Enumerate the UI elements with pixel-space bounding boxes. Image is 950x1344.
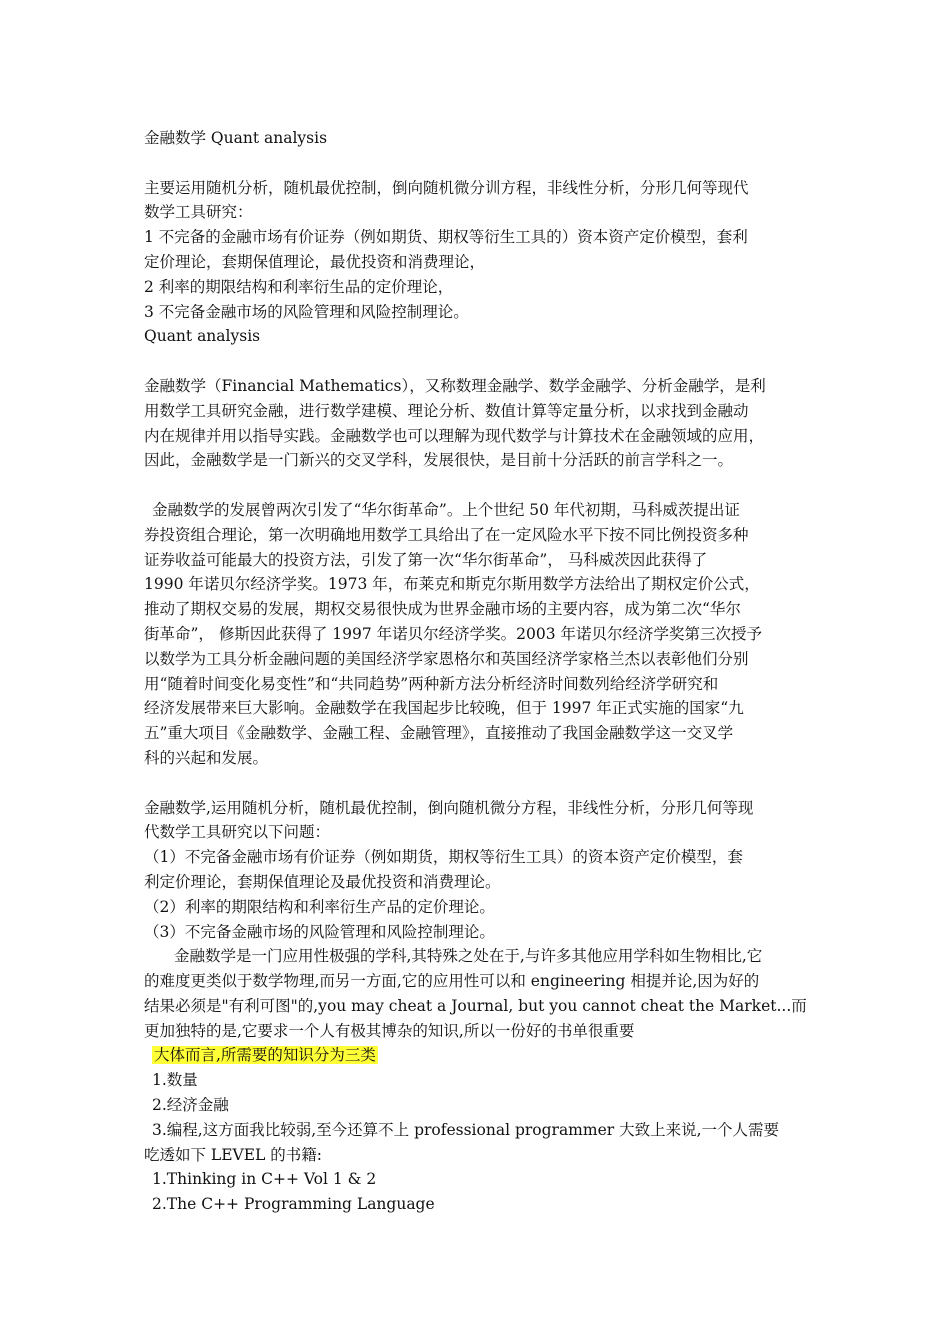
text-line: 定价理论，套期保值理论，最优投资和消费理论， — [144, 252, 486, 271]
text-line: 券投资组合理论，第一次明确地用数学工具给出了在一定风险水平下按不同比例投资多种 — [144, 525, 749, 544]
text-line: 用“随着时间变化易变性”和“共同趋势”两种新方法分析经济时间数列给经济学研究和 — [144, 674, 719, 693]
text-line: 经济发展带来巨大影响。金融数学在我国起步比较晚，但于 1997 年正式实施的国家“九 — [144, 699, 744, 718]
text-line: 证券收益可能最大的投资方法，引发了第一次“华尔街革命”， 马科威茨因此获得了 — [144, 550, 708, 569]
blank-line — [144, 151, 809, 176]
list-item: 1.数量 — [152, 1071, 198, 1090]
text-line: 2 利率的期限结构和利率衍生品的定价理论， — [144, 277, 454, 296]
doc-title: 金融数学 Quant analysis — [144, 129, 328, 147]
text-line: 街革命”， 修斯因此获得了 1997 年诺贝尔经济学奖。2003 年诺贝尔经济学奖第三次授予 — [144, 624, 763, 643]
text-line: 推动了期权交易的发展，期权交易很快成为世界金融市场的主要内容，成为第二次“华尔 — [144, 600, 741, 619]
list-item: 2.经济金融 — [152, 1096, 229, 1115]
text-line: 代数学工具研究以下问题： — [144, 823, 331, 842]
blank-line — [144, 771, 809, 796]
text-line: 数学工具研究： — [144, 203, 253, 222]
highlighted-text: 大体而言,所需要的知识分为三类 — [154, 1046, 376, 1065]
section-heading: Quant analysis — [144, 327, 261, 346]
text-line: 科的兴起和发展。 — [144, 748, 269, 767]
text-line: 金融数学,运用随机分析，随机最优控制，倒向随机微分方程，非线性分析，分形几何等现 — [144, 798, 754, 817]
text-line: 的难度更类似于数学物理,而另一方面,它的应用性可以和 engineering 相提并论,因为好的 — [144, 972, 760, 991]
text-line: 五”重大项目《金融数学、金融工程、金融管理》，直接推动了我国金融数学这一交叉学 — [144, 724, 734, 743]
text-line: （1）不完备金融市场有价证券（例如期货，期权等衍生工具）的资本资产定价模型，套 — [144, 848, 743, 867]
text-line: 以数学为工具分析金融问题的美国经济学家恩格尔和英国经济学家格兰杰以表彰他们分别 — [144, 649, 749, 668]
text-line: 金融数学是一门应用性极强的学科,其特殊之处在于,与许多其他应用学科如生物相比,它 — [174, 947, 763, 966]
text-line: 主要运用随机分析，随机最优控制，倒向随机微分训方程，非线性分析，分形几何等现代 — [144, 178, 749, 197]
list-item: 1.Thinking in C++ Vol 1 & 2 — [152, 1170, 377, 1189]
text-line: 结果必须是"有利可图"的,you may cheat a Journal, but you cannot cheat the Market...而 — [144, 996, 807, 1015]
text-line: 用数学工具研究金融，进行数学建模、理论分析、数值计算等定量分析，以求找到金融动 — [144, 401, 749, 420]
document-body — [144, 126, 809, 1217]
blank-line — [144, 473, 809, 498]
text-line: 吃透如下 LEVEL 的书籍: — [144, 1145, 322, 1164]
text-line: （3）不完备金融市场的风险管理和风险控制理论。 — [144, 922, 495, 941]
text-line: 因此，金融数学是一门新兴的交叉学科，发展很快，是目前十分活跃的前言学科之一。 — [144, 451, 734, 470]
list-item: 2.The C++ Programming Language — [152, 1195, 435, 1214]
blank-line — [144, 349, 809, 374]
text-line: 更加独特的是,它要求一个人有极其博杂的知识,所以一份好的书单很重要 — [144, 1021, 635, 1040]
text-line: （2）利率的期限结构和利率衍生产品的定价理论。 — [144, 897, 495, 916]
highlighted-heading — [144, 1043, 809, 1068]
text-line: 3 不完备金融市场的风险管理和风险控制理论。 — [144, 302, 469, 321]
text-line: 金融数学的发展曾两次引发了“华尔街革命”。上个世纪 50 年代初期，马科威茨提出证 — [152, 500, 740, 519]
list-item: 3.编程,这方面我比较弱,至今还算不上 professional programmer 大致上来说,一个人需要 — [152, 1120, 780, 1139]
text-line: 1990 年诺贝尔经济学奖。1973 年，布莱克和斯克尔斯用数学方法给出了期权定价公式， — [144, 575, 760, 594]
text-line: 内在规律并用以指导实践。金融数学也可以理解为现代数学与计算技术在金融领域的应用， — [144, 426, 765, 445]
text-line: 利定价理论，套期保值理论及最优投资和消费理论。 — [144, 872, 501, 891]
text-line: 金融数学（Financial Mathematics），又称数理金融学、数学金融学、分析金融学，是利 — [144, 376, 766, 395]
text-line: 1 不完备的金融市场有价证券（例如期货、期权等衍生工具的）资本资产定价模型，套利 — [144, 228, 748, 247]
